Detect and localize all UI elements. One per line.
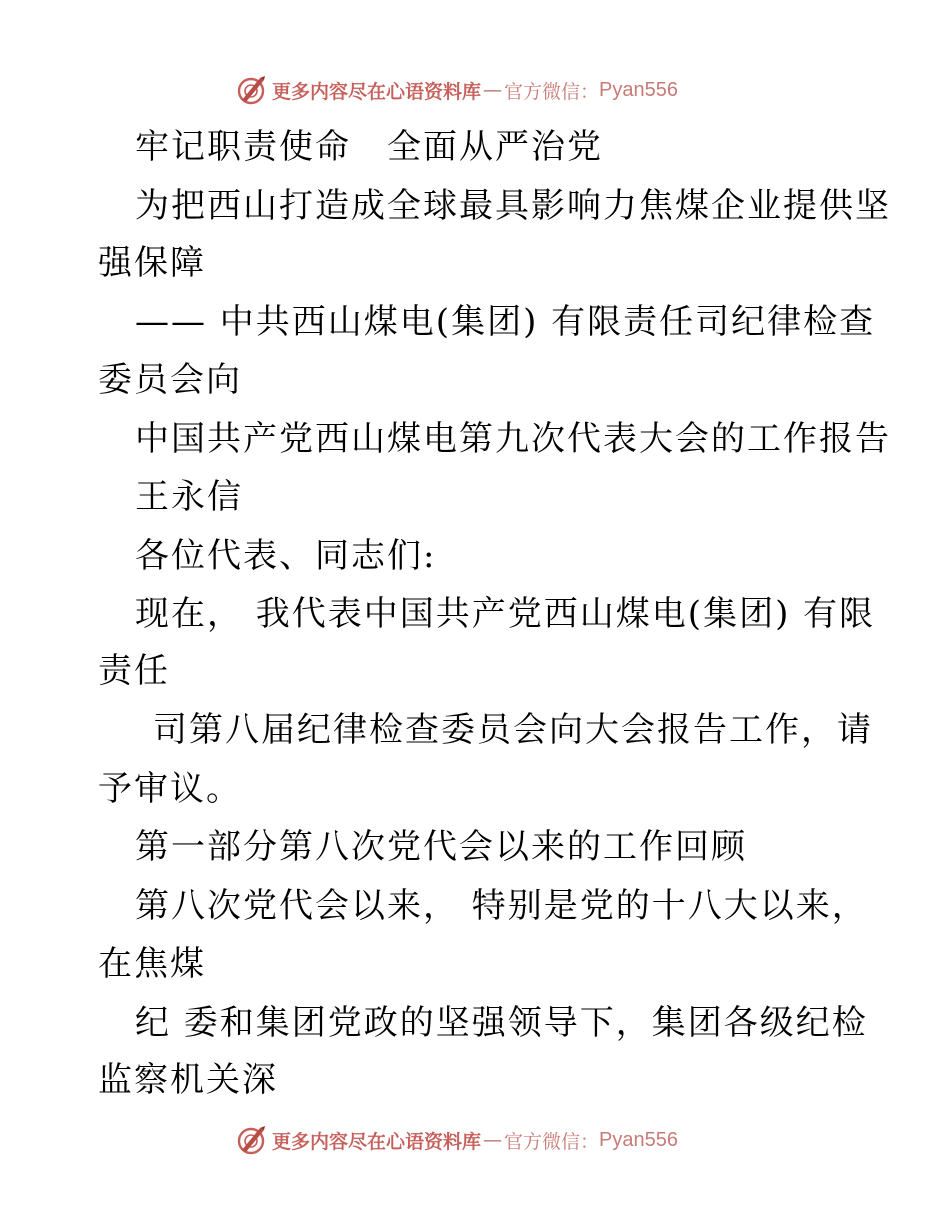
watermark-dash: — bbox=[483, 1129, 503, 1151]
doc-paragraph-line: 第八次党代会以来， 特别是党的十八大以来， bbox=[135, 886, 868, 926]
watermark-wechat-label: 官方微信： bbox=[504, 80, 600, 103]
doc-title-line: 牢记职责使命 全面从严治党 bbox=[135, 127, 603, 167]
doc-source-line: 委员会向 bbox=[98, 360, 242, 400]
doc-source-line: 中国共产党西山煤电第九次代表大会的工作报告 bbox=[135, 419, 891, 459]
pen-logo-icon bbox=[236, 74, 268, 106]
doc-paragraph-line: 纪 委和集团党政的坚强领导下，集团各级纪检 bbox=[135, 1003, 868, 1043]
watermark-wechat-id: Pyan556 bbox=[599, 1128, 678, 1151]
doc-paragraph-line: 在焦煤 bbox=[98, 944, 206, 984]
doc-subtitle-line: 强保障 bbox=[98, 243, 206, 283]
pen-logo-icon bbox=[236, 1124, 268, 1156]
doc-paragraph-line: 予审议。 bbox=[98, 769, 242, 809]
doc-paragraph-line: 司第八届纪律检查委员会向大会报告工作，请 bbox=[153, 710, 873, 750]
doc-paragraph-line: 责任 bbox=[98, 651, 170, 691]
doc-author-line: 王永信 bbox=[135, 477, 243, 517]
header-watermark bbox=[236, 73, 678, 107]
doc-section-heading: 第一部分第八次党代会以来的工作回顾 bbox=[135, 827, 747, 867]
watermark-text: 更多内容尽在心语资料库 bbox=[272, 1130, 482, 1153]
watermark-wechat-id: Pyan556 bbox=[599, 78, 678, 101]
doc-paragraph-line: 现在， 我代表中国共产党西山煤电(集团) 有限 bbox=[135, 594, 876, 634]
watermark-wechat-label: 官方微信： bbox=[504, 1130, 600, 1153]
doc-paragraph-line: 监察机关深 bbox=[98, 1060, 278, 1100]
footer-watermark bbox=[236, 1123, 678, 1157]
doc-source-line: —— 中共西山煤电(集团) 有限责任司纪律检查 bbox=[135, 302, 876, 342]
watermark-text: 更多内容尽在心语资料库 bbox=[272, 80, 482, 103]
doc-paragraph-line: 各位代表、同志们: bbox=[135, 536, 437, 576]
watermark-dash: — bbox=[483, 79, 503, 101]
doc-subtitle-line: 为把西山打造成全球最具影响力焦煤企业提供坚 bbox=[135, 186, 891, 226]
